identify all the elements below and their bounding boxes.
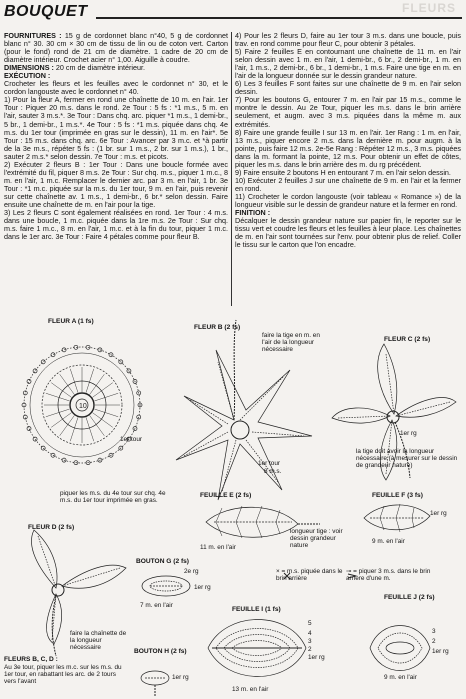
instruction-text: 3) Les 2 fleurs C sont également réalisées en rond. 1er Tour : 4 m.s. dans une boucle, 1 m.c. piquée dans la 1re m.s. 2e Tour : Sur chq. m.s. faire 1 m.c., 8 m. en l'air, 1 m.c. et à la fin du tour, piquer 1 m.c. dans le 1er arc. 3e Tour : Faire 4 pétales comme pour fleur B. xyxy=(4,208,228,242)
fleur-d-note: faire la chaînette de la longueur nécessaire xyxy=(70,630,127,651)
page-header xyxy=(0,0,466,30)
fleur-c-note: la tige doit avoir la longueur nécessaire (à mesurer sur le dessin de grandeur nature) xyxy=(356,448,458,469)
feuille-i-row-3: 3 xyxy=(308,638,312,645)
fleur-c-title: FLEUR C (2 fs) xyxy=(384,336,431,343)
instruction-text: 9) Faire ensuite 2 boutons H en entourant 7 m. en l'air selon dessin. xyxy=(235,167,451,177)
header-rule xyxy=(96,17,462,19)
fleurs-bcd-title: FLEURS B, C, D : xyxy=(4,656,58,663)
instruction-paragraph xyxy=(4,209,228,241)
bouton-g-diagram xyxy=(142,576,190,596)
fleur-a-picot xyxy=(27,379,31,383)
feuille-j-row-3: 3 xyxy=(432,628,436,635)
fleur-a-picot xyxy=(62,348,66,352)
feuille-i-title: FEUILLE I (1 fs) xyxy=(232,606,281,613)
section-label: FINITION : xyxy=(235,208,271,218)
feuille-j-title: FEUILLE J (2 fs) xyxy=(384,594,435,601)
feuille-i-chain-label: 13 m. en l'air xyxy=(232,686,269,693)
section-label: FOURNITURES : xyxy=(4,31,62,40)
instruction-text: 6) Les 3 feuilles F sont faites sur une chaînette de 9 m. en l'air selon dessin. xyxy=(235,79,461,97)
fleur-a-title: FLEUR A (1 fs) xyxy=(48,318,94,325)
instruction-paragraph xyxy=(235,48,461,80)
instruction-text: 7) Pour les boutons G, entourer 7 m. en l'air par 15 m.s., comme le montre le dessin. Au 2e Tour, piquer les m.s. dans le brin arrière seulement, et augm. avec 3 m.s. piquées dans la même m. aux extrémités. xyxy=(235,95,461,129)
fleur-a-spoke xyxy=(70,369,78,393)
legend-item-2: ⊸ = piquer 3 m.s. dans le brin arrière d'une m. xyxy=(346,568,431,582)
instruction-text: Crocheter les fleurs et les feuilles avec le cordonnet n° 30, et le cordon langouste avec le cordonnet n° 40. xyxy=(4,79,228,97)
fleur-a-picot xyxy=(33,437,37,441)
fleur-b-chain-label: 8 m.s. xyxy=(264,468,282,475)
bouton-g-rg2-label: 2e rg xyxy=(184,568,199,575)
feuille-i-row-5: 5 xyxy=(308,620,312,627)
fleur-a-tour-label: 1er tour xyxy=(120,436,143,443)
instruction-text: 1) Pour la fleur A, fermer en rond une chaînette de 10 m. en l'air. 1er Tour : Piquer 20 m.s. dans le rond. 2e Tour : 5 fs : *1 m.s., 5 m. en l'air, sauter 3 m.s.*. 3e Tour : Dans chq. arc. piquer *1 m.s., 1 demi-br., 5 br., 1 demi-br., 1 m.s.*. 4e Tour : 5 fs : *1 m.s. piquée dans chq. 4e m.s. du 1er tour (imprimée en gras sur le dessin), 11 m. en l'air*. 5e Tour : 15 m.s. dans chq. arc. 6e Tour : Avancer par 3 m.c. et *à partir de la 3e m.s., répéter 5 fs : (1 br. sur 1 m.s., 2 br. sur 1 m.s.), 1 br., sauter 2 m.s.* selon dessin. 7e Tour : m.s. et picots. xyxy=(4,95,228,161)
header-faint-text: FLEURS xyxy=(402,1,456,15)
instructions-right-column xyxy=(235,32,461,249)
instruction-paragraph xyxy=(4,96,228,160)
fleur-a-picot xyxy=(27,427,31,431)
fleur-a-center-number: 10 xyxy=(79,403,87,410)
bouton-h-diagram xyxy=(141,671,169,696)
instruction-paragraph xyxy=(4,32,228,64)
feuille-j-diagram xyxy=(370,626,430,671)
feuille-e-note: longueur tige : voir dessin grandeur nature xyxy=(290,528,343,549)
diagrams-area xyxy=(0,310,466,699)
feuille-j-row-2: 2 xyxy=(432,638,436,645)
instruction-text: 2) Exécuter 2 fleurs B : 1er Tour : Dans une boucle formée avec l'extrémité du fil, piquer 8 m.s. 2e Tour : Sur chq. m.s., piquer 1 m.c., 8 m. en l'air, 1 m.c. Remplacer le dernier arc. par 3 m. en l'air, 1 br. 3e Tour : *1 m.c. piquée sur la m.s. du 1er tour, 9 m. en l'air, puis revenir sur cette chaînette av. 1 m.s., 1 demi-br., 6 br.* selon dessin. Faire ensuite une chaînette de m. en l'air pour la tige. xyxy=(4,159,228,209)
instruction-text: 20 cm de diamètre intérieur. xyxy=(55,63,146,73)
instruction-paragraph xyxy=(235,193,461,209)
instruction-paragraph xyxy=(235,177,461,193)
fleur-c-rg-label: 1er rg xyxy=(400,430,417,437)
instruction-text: Décalquer le dessin grandeur nature sur papier fin, le reporter sur le tissu vert et coudre les fleurs et les feuilles à leur place. Les chaînettes de m. en l'air sont tournées sur l'env. pour obtenir plus de relief. Coller le tissu sur le carton que l'on encadre. xyxy=(235,216,461,250)
instructions-left-column xyxy=(4,32,228,241)
fleur-d-title: FLEUR D (2 fs) xyxy=(28,524,75,531)
fleur-a-spoke xyxy=(94,393,118,401)
fleur-b-title: FLEUR B (2 fs) xyxy=(194,324,241,331)
feuille-j-row-1: 1er rg xyxy=(432,648,449,655)
bouton-g-title: BOUTON G (2 fs) xyxy=(136,558,189,565)
fleur-a-picot xyxy=(51,353,55,357)
feuille-f-title: FEUILLE F (3 fs) xyxy=(372,492,423,499)
fleur-a-caption: piquer les m.s. du 4e tour sur chq. 4e m.s. du 1er tour imprimée en gras. xyxy=(60,490,166,504)
fleur-b-tour-label: 1er tour xyxy=(258,460,281,467)
instruction-paragraph xyxy=(4,161,228,209)
fleur-a-spoke xyxy=(46,409,70,417)
instruction-text: 4) Pour les 2 fleurs D, faire au 1er tour 3 m.s. dans une boucle, puis trav. en rond comme pour fleur C, pour obtenir 3 pétales. xyxy=(235,31,461,49)
feuille-i-row-4: 4 xyxy=(308,630,312,637)
feuille-i-row-2: 2 xyxy=(308,646,312,653)
section-label: DIMENSIONS : xyxy=(4,63,54,73)
fleurs-bcd-text: Au 3e tour, piquer les m.c. sur les m.s. du 1er tour, en rabattant les arc. de 2 tours vers l'avant xyxy=(4,664,122,685)
legend-item-1: × = m.s. piquée dans le brin arrière xyxy=(276,568,343,582)
bouton-g-chain-label: 7 m. en l'air xyxy=(140,602,173,609)
instruction-text: 5) Faire 2 feuilles E en contournant une chaînette de 11 m. en l'air selon dessin avec 1 m. en l'air, 1 demi-br., 6 br., 2 demi-br., 1 m. en l'air, 1 m.s., 2 demi-br., 6 br., 1 demi-br., 1 m.s. Faire une tige en m. en l'air de la longueur donnée sur le dessin grandeur nature. xyxy=(235,47,461,81)
instruction-text: 11) Crocheter le cordon langouste (voir tableau « Romance ») de la longueur visible sur le dessin de grandeur nature et la fermer en rond. xyxy=(235,191,461,209)
fleur-a-spoke xyxy=(94,409,118,417)
feuille-f-rg-label: 1er rg xyxy=(430,510,447,517)
instruction-text: 8) Faire une grande feuille I sur 13 m. en l'air. 1er Rang : 1 m. en l'air, 13 m.s., piquer encore 2 m.s. dans la dernière m. pour augm. à la pointe, puis faire 12 m.s. 2e-5e Rang : Répéter 12 m.s., 3 m.s. piquées dans la m. formant la pointe, 12 m.s. Pour obtenir un effet de côtes, piquer les m.s. dans le brin arrière des m. du rg précédent. xyxy=(235,127,461,169)
column-divider xyxy=(231,32,232,306)
feuille-i-diagram xyxy=(208,620,306,677)
feuille-f-chain-label: 9 m. en l'air xyxy=(372,538,405,545)
page-title: BOUQUET xyxy=(4,3,88,20)
feuille-f-diagram xyxy=(364,504,430,532)
bouton-g-rg1-label: 1er rg xyxy=(194,584,211,591)
bouton-h-title: BOUTON H (2 fs) xyxy=(134,648,187,655)
instruction-paragraph xyxy=(235,129,461,169)
fleur-b-note: faire la tige en m. en l'air de la longueur nécessaire xyxy=(262,332,320,353)
instruction-paragraph xyxy=(235,217,461,249)
fleur-a-picot xyxy=(33,369,37,373)
feuille-e-chain-label: 11 m. en l'air xyxy=(200,544,236,551)
fleur-a-spoke xyxy=(70,417,78,441)
feuille-i-row-1: 1er rg xyxy=(308,654,325,661)
feuille-j-chain-label: 9 m. en l'air xyxy=(384,674,417,681)
instruction-paragraph xyxy=(235,32,461,48)
fleur-a-spoke xyxy=(86,417,94,441)
instruction-paragraph xyxy=(4,80,228,96)
section-label: EXÉCUTION : xyxy=(4,71,51,81)
bouton-h-rg-label: 1er rg xyxy=(172,674,189,681)
fleur-a-spoke xyxy=(86,369,94,393)
fleur-a-spoke xyxy=(46,393,70,401)
instruction-paragraph xyxy=(235,96,461,128)
instruction-paragraph xyxy=(235,80,461,96)
fleur-a-picot xyxy=(41,360,45,364)
instruction-text: 10) Exécuter 2 feuilles J sur une chaînette de 9 m. en l'air et la fermer en rond. xyxy=(235,175,461,193)
instruction-text: 15 g de cordonnet blanc n°40, 5 g de cordonnet blanc n° 30. 30 cm × 30 cm de tissu de lin ou de coton vert. Carton (pour le fond) rond de 21 cm de diamètre. 1 cadre de 20 cm de diamètre intérieur. Crochet acier n° 1,00. Aiguille à coudre. xyxy=(4,31,228,65)
feuille-e-title: FEUILLE E (2 fs) xyxy=(200,492,252,499)
